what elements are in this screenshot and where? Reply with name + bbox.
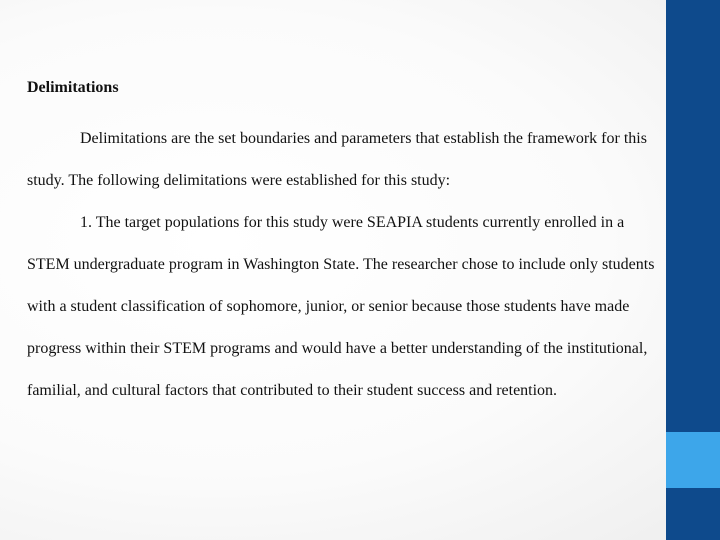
sidebar-accent-block — [666, 432, 720, 488]
slide-heading: Delimitations — [27, 79, 119, 96]
delimitation-item-1: 1. The target populations for this study were SEAPIA students currently enrolled in a STEM undergraduate program in Washington State. The researcher chose to include only students with a student classification of sophomore, junior, or senior because those students have made progress within their STEM programs and would have a better understanding of the institutional, familial, and cultural factors that contributed to their student success and retention. — [27, 214, 655, 399]
slide-content — [27, 78, 663, 412]
intro-paragraph: Delimitations are the set boundaries and parameters that establish the framework for this study. The following delimitations were established for this study: — [27, 130, 647, 189]
